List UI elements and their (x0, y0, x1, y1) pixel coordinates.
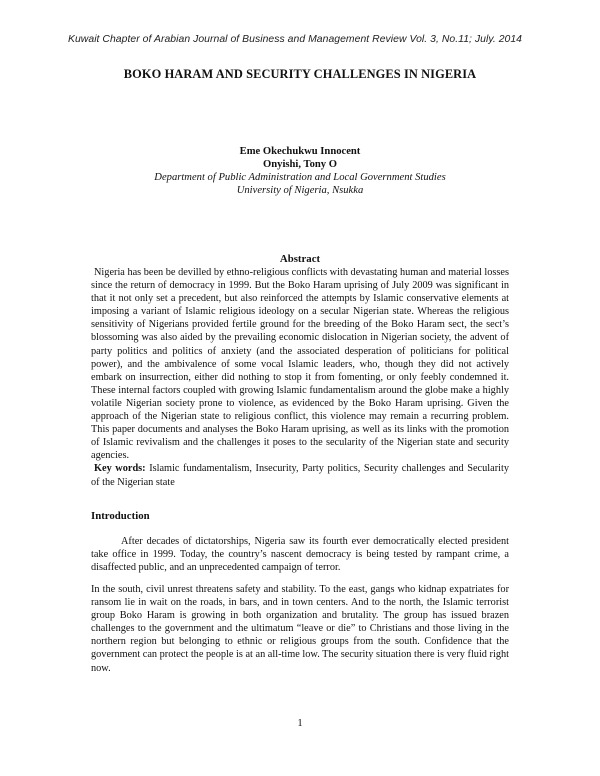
keywords-label: Key words: (94, 463, 146, 475)
abstract-text: Nigeria has been be devilled by ethno-religious conflicts with devastating human and material losses since the return of democracy in 1999. But the Boko Haram uprising of July 2009 was significant in that it not only set a precedent, but also reinforced the attempts by Islamic conservative elements at imposing a variant of Islamic religious ideology on a secular Nigerian state. Whereas the religious sensitivity of Nigerians provided fertile ground for the breeding of the Boko Haram sect, the sect’s blossoming was also aided by the prevailing economic dislocation in Nigerian society, the advent of party politics and politics of anxiety (and the associated desperation of politicians for political power), and the ambivalence of some vocal Islamic leaders, who, though they did not actively embark on insurrection, either did nothing to stop it from fomenting, or only feebly condemned it. These internal factors coupled with growing Islamic fundamentalism around the globe make a highly volatile Nigerian society prone to violence, as evidenced by the Boko Haram uprising. Given the approach of the Nigerian state to religious conflict, this violence may remain a recurring problem. This paper documents and analyses the Boko Haram uprising, as well as its links with the promotion of Islamic revivalism and the challenges it poses to the secularity of the Nigerian state and security agencies. (91, 267, 509, 462)
department: Department of Public Administration and Local Government Studies (154, 172, 446, 183)
author-name: Onyishi, Tony O (263, 159, 337, 170)
author-name: Eme Okechukwu Innocent (239, 146, 361, 157)
running-header: Kuwait Chapter of Arabian Journal of Business and Management Review Vol. 3, No.11; July. 2014 (68, 34, 523, 45)
introduction-heading: Introduction (91, 510, 150, 522)
abstract-body (91, 266, 509, 489)
page-number: 1 (297, 718, 303, 729)
keywords (91, 462, 509, 488)
university: University of Nigeria, Nsukka (236, 185, 364, 196)
author-block (0, 145, 600, 197)
keywords-text: Islamic fundamentalism, Insecurity, Party politics, Security challenges and Secularity of the Nigerian state (91, 463, 510, 488)
introduction-paragraph: After decades of dictatorships, Nigeria saw its fourth ever democratically elected president take office in 1999. Today, the country’s nascent democracy is being tested by rampant crime, a disaffected public, and an unprecedented campaign of terror. (91, 536, 509, 574)
paper-title: BOKO HARAM AND SECURITY CHALLENGES IN NIGERIA (123, 67, 477, 81)
introduction-paragraph: In the south, civil unrest threatens safety and stability. To the east, gangs who kidnap expatriates for ransom lie in wait on the roads, in bars, and in town centers. And to the north, the Islamic terrorist group Boko Haram is growing in both organization and brutality. The group has issued brazen challenges to the government and the ultimatum “leave or die” to Christians and those living in the northern region but belonging to ethnic or religious groups from the south. Confidence that the government can protect the people is at an all-time low. The security situation there is very fluid right now. (91, 584, 509, 674)
abstract-heading: Abstract (279, 253, 321, 265)
